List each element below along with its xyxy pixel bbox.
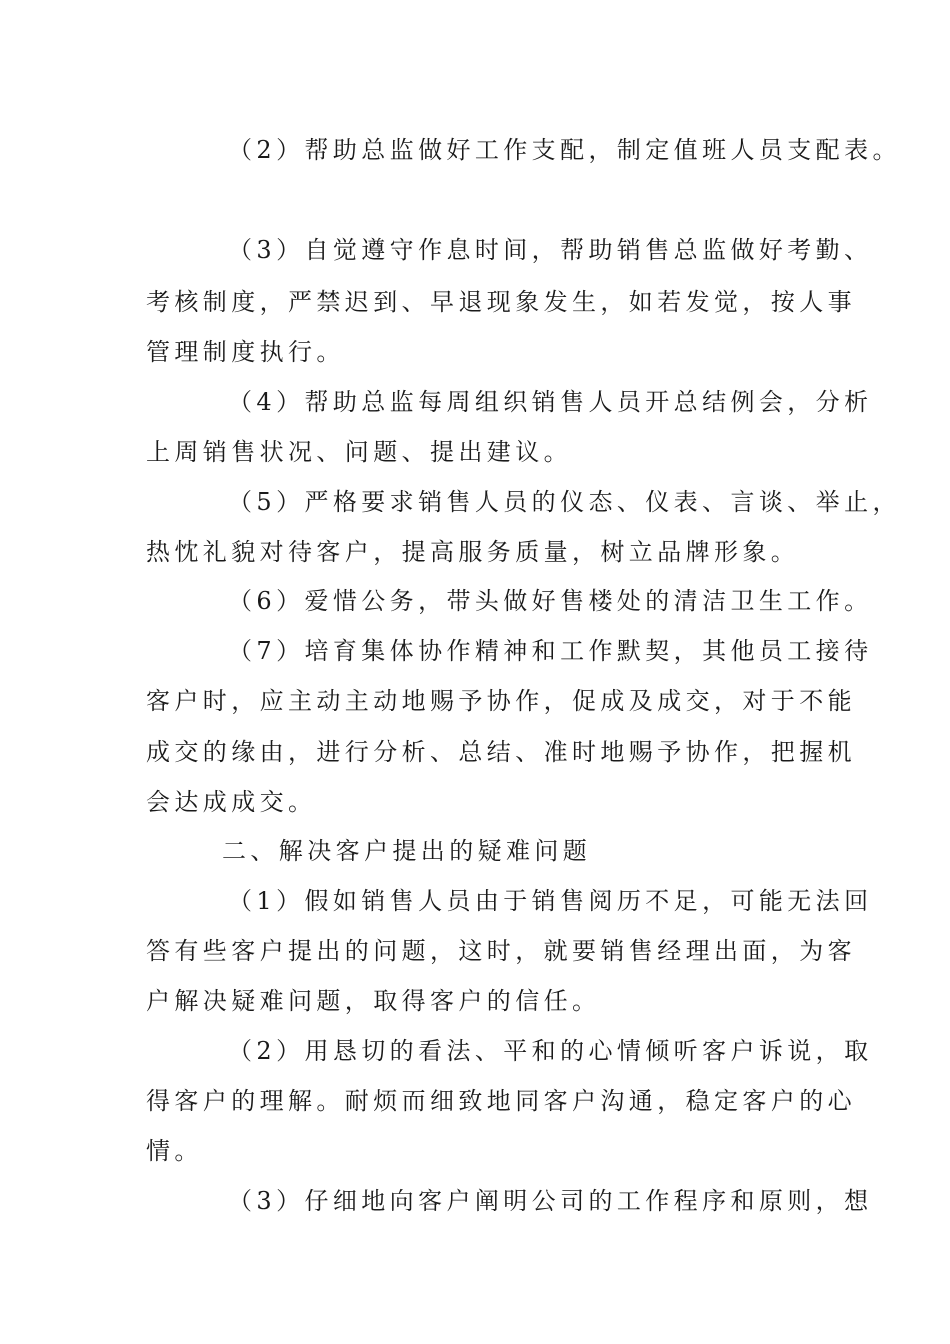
- paragraph-line: 情。: [146, 1137, 203, 1165]
- paragraph-line: 考核制度，严禁迟到、早退现象发生，如若发觉，按人事: [146, 288, 856, 316]
- paragraph-line: （6）爱惜公务，带头做好售楼处的清洁卫生工作。: [228, 587, 873, 615]
- paragraph-line: 热忱礼貌对待客户，提高服务质量，树立品牌形象。: [146, 538, 800, 566]
- paragraph-line: （1）假如销售人员由于销售阅历不足，可能无法回: [228, 887, 873, 915]
- paragraph-line: 管理制度执行。: [146, 338, 345, 366]
- section-heading: 二、解决客户提出的疑难问题: [222, 837, 592, 865]
- paragraph-line: （3）仔细地向客户阐明公司的工作程序和原则，想: [228, 1187, 873, 1215]
- paragraph-line: 答有些客户提出的问题，这时，就要销售经理出面，为客: [146, 937, 856, 965]
- paragraph-line: （5）严格要求销售人员的仪态、仪表、言谈、举止，: [228, 488, 901, 516]
- paragraph-line: （2）用恳切的看法、平和的心情倾听客户诉说，取: [228, 1037, 873, 1065]
- paragraph-line: （4）帮助总监每周组织销售人员开总结例会，分析: [228, 388, 873, 416]
- paragraph-line: （3）自觉遵守作息时间，帮助销售总监做好考勤、: [228, 236, 873, 264]
- paragraph-line: 会达成成交。: [146, 788, 317, 816]
- paragraph-line: 成交的缘由，进行分析、总结、准时地赐予协作，把握机: [146, 738, 856, 766]
- paragraph-line: （7）培育集体协作精神和工作默契，其他员工接待: [228, 637, 873, 665]
- paragraph-line: （2）帮助总监做好工作支配，制定值班人员支配表。: [228, 136, 901, 164]
- paragraph-line: 得客户的理解。耐烦而细致地同客户沟通，稳定客户的心: [146, 1087, 856, 1115]
- paragraph-line: 上周销售状况、问题、提出建议。: [146, 438, 572, 466]
- paragraph-line: 客户时，应主动主动地赐予协作，促成及成交，对于不能: [146, 687, 856, 715]
- paragraph-line: 户解决疑难问题，取得客户的信任。: [146, 987, 601, 1015]
